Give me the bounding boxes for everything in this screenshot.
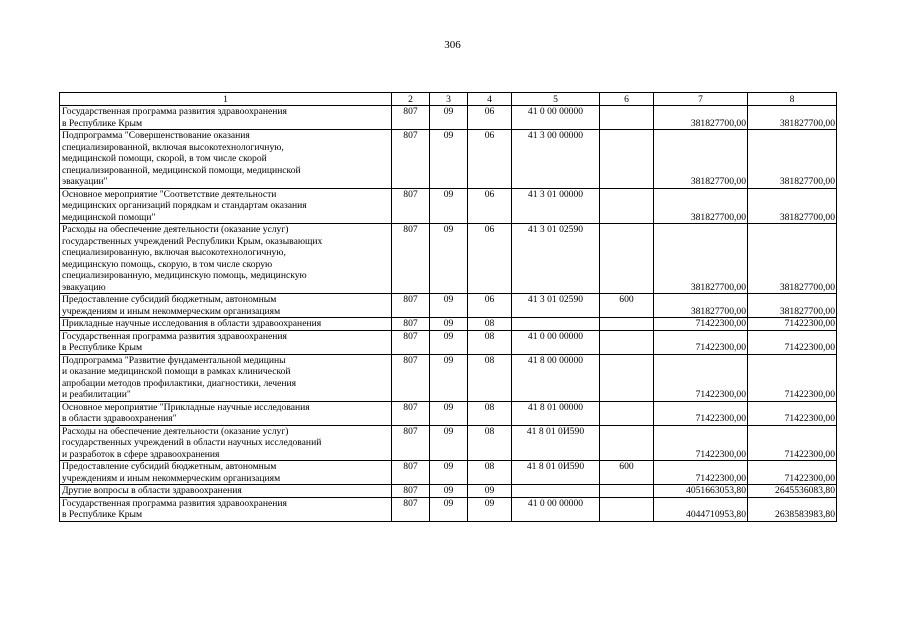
section-cell: 09	[430, 461, 468, 485]
ministry-code-cell: 807	[392, 330, 430, 354]
amount-col7-cell: 4044710953,80	[654, 497, 748, 521]
ministry-code-cell: 807	[392, 318, 430, 331]
amount-col7-cell: 71422300,00	[654, 330, 748, 354]
target-article-cell: 41 3 00 00000	[512, 130, 600, 189]
expense-type-cell	[600, 354, 654, 401]
target-article-cell	[512, 485, 600, 498]
table-row	[60, 294, 837, 318]
expense-type-cell	[600, 106, 654, 130]
target-article-cell: 41 8 01 0И590	[512, 461, 600, 485]
target-article-cell: 41 3 01 02590	[512, 294, 600, 318]
column-header: 7	[654, 93, 748, 106]
amount-col7-cell: 381827700,00	[654, 188, 748, 224]
section-cell: 09	[430, 188, 468, 224]
section-cell: 09	[430, 497, 468, 521]
amount-col8-cell: 71422300,00	[748, 401, 837, 425]
section-cell: 09	[430, 354, 468, 401]
page-number: 306	[444, 39, 461, 51]
subsection-cell: 06	[468, 294, 512, 318]
amount-col7-cell: 71422300,00	[654, 354, 748, 401]
target-article-cell: 41 8 00 00000	[512, 354, 600, 401]
expense-type-cell	[600, 401, 654, 425]
target-article-cell: 41 0 00 00000	[512, 330, 600, 354]
subsection-cell: 08	[468, 425, 512, 461]
subsection-cell: 08	[468, 318, 512, 331]
amount-col8-cell: 381827700,00	[748, 294, 837, 318]
amount-col7-cell: 71422300,00	[654, 461, 748, 485]
ministry-code-cell: 807	[392, 224, 430, 294]
section-cell: 09	[430, 401, 468, 425]
amount-col7-cell: 4051663053,80	[654, 485, 748, 498]
table-header-row	[60, 93, 837, 106]
subsection-cell: 08	[468, 330, 512, 354]
section-cell: 09	[430, 130, 468, 189]
section-cell: 09	[430, 318, 468, 331]
column-header: 5	[512, 93, 600, 106]
subsection-cell: 06	[468, 188, 512, 224]
section-cell: 09	[430, 485, 468, 498]
ministry-code-cell: 807	[392, 461, 430, 485]
column-header: 8	[748, 93, 837, 106]
amount-col7-cell: 381827700,00	[654, 130, 748, 189]
column-header: 4	[468, 93, 512, 106]
target-article-cell: 41 8 01 0И590	[512, 425, 600, 461]
amount-col8-cell: 71422300,00	[748, 318, 837, 331]
section-cell: 09	[430, 224, 468, 294]
target-article-cell	[512, 318, 600, 331]
amount-col8-cell: 71422300,00	[748, 425, 837, 461]
expense-type-cell	[600, 425, 654, 461]
item-name-cell: Расходы на обеспечение деятельности (оказание услуг) государственных учреждений в области научных исследований и разработок в сфере здравоохранения	[60, 425, 392, 461]
ministry-code-cell: 807	[392, 130, 430, 189]
item-name-cell: Расходы на обеспечение деятельности (оказание услуг) государственных учреждений Республики Крым, оказывающих специализированную, включая высокотехнологичную, медицинскую помощь, скорую, в том числе скорую специализированную, медицинскую помощь, медицинскую эвакуацию	[60, 224, 392, 294]
subsection-cell: 08	[468, 461, 512, 485]
expense-type-cell	[600, 224, 654, 294]
table-row	[60, 130, 837, 189]
item-name-cell: Подпрограмма "Развитие фундаментальной медицины и оказание медицинской помощи в рамках клинической апробации методов профилактики, диагностики, лечения и реабилитации"	[60, 354, 392, 401]
amount-col8-cell: 71422300,00	[748, 330, 837, 354]
ministry-code-cell: 807	[392, 401, 430, 425]
expense-type-cell	[600, 130, 654, 189]
target-article-cell: 41 0 00 00000	[512, 497, 600, 521]
expense-type-cell	[600, 485, 654, 498]
item-name-cell: Предоставление субсидий бюджетным, автономным учреждениям и иным некоммерческим организациям	[60, 461, 392, 485]
expense-type-cell	[600, 497, 654, 521]
amount-col8-cell: 381827700,00	[748, 188, 837, 224]
amount-col7-cell: 71422300,00	[654, 318, 748, 331]
subsection-cell: 08	[468, 401, 512, 425]
target-article-cell: 41 3 01 02590	[512, 224, 600, 294]
subsection-cell: 06	[468, 130, 512, 189]
table-row	[60, 497, 837, 521]
table-row	[60, 401, 837, 425]
amount-col8-cell: 71422300,00	[748, 461, 837, 485]
amount-col7-cell: 71422300,00	[654, 425, 748, 461]
amount-col8-cell: 2645536083,80	[748, 485, 837, 498]
item-name-cell: Прикладные научные исследования в области здравоохранения	[60, 318, 392, 331]
amount-col8-cell: 71422300,00	[748, 354, 837, 401]
subsection-cell: 06	[468, 224, 512, 294]
amount-col8-cell: 381827700,00	[748, 224, 837, 294]
section-cell: 09	[430, 330, 468, 354]
table-row	[60, 330, 837, 354]
item-name-cell: Подпрограмма "Совершенствование оказания специализированной, включая высокотехнологичную, медицинской помощи, скорой, в том числе скорой специализированной, медицинской помощи, медицинской эвакуации"	[60, 130, 392, 189]
table-row	[60, 425, 837, 461]
expense-type-cell: 600	[600, 461, 654, 485]
column-header: 6	[600, 93, 654, 106]
item-name-cell: Основное мероприятие "Соответствие деятельности медицинских организаций порядкам и стандартам оказания медицинской помощи"	[60, 188, 392, 224]
amount-col7-cell: 381827700,00	[654, 224, 748, 294]
item-name-cell: Основное мероприятие "Прикладные научные исследования в области здравоохранения"	[60, 401, 392, 425]
target-article-cell: 41 8 01 00000	[512, 401, 600, 425]
budget-table	[59, 92, 837, 522]
table-row	[60, 461, 837, 485]
section-cell: 09	[430, 106, 468, 130]
item-name-cell: Государственная программа развития здравоохранения в Республике Крым	[60, 330, 392, 354]
target-article-cell: 41 3 01 00000	[512, 188, 600, 224]
section-cell: 09	[430, 425, 468, 461]
item-name-cell: Государственная программа развития здравоохранения в Республике Крым	[60, 497, 392, 521]
ministry-code-cell: 807	[392, 294, 430, 318]
ministry-code-cell: 807	[392, 188, 430, 224]
ministry-code-cell: 807	[392, 106, 430, 130]
item-name-cell: Другие вопросы в области здравоохранения	[60, 485, 392, 498]
section-cell: 09	[430, 294, 468, 318]
target-article-cell: 41 0 00 00000	[512, 106, 600, 130]
amount-col7-cell: 381827700,00	[654, 106, 748, 130]
table-row	[60, 485, 837, 498]
subsection-cell: 09	[468, 485, 512, 498]
amount-col7-cell: 71422300,00	[654, 401, 748, 425]
column-header: 1	[60, 93, 392, 106]
table-row	[60, 354, 837, 401]
table-row	[60, 106, 837, 130]
ministry-code-cell: 807	[392, 485, 430, 498]
subsection-cell: 08	[468, 354, 512, 401]
expense-type-cell	[600, 330, 654, 354]
table-row	[60, 188, 837, 224]
column-header: 2	[392, 93, 430, 106]
ministry-code-cell: 807	[392, 497, 430, 521]
expense-type-cell: 600	[600, 294, 654, 318]
ministry-code-cell: 807	[392, 354, 430, 401]
table-row	[60, 224, 837, 294]
table-row	[60, 318, 837, 331]
amount-col7-cell: 381827700,00	[654, 294, 748, 318]
subsection-cell: 06	[468, 106, 512, 130]
amount-col8-cell: 381827700,00	[748, 130, 837, 189]
item-name-cell: Государственная программа развития здравоохранения в Республике Крым	[60, 106, 392, 130]
expense-type-cell	[600, 188, 654, 224]
amount-col8-cell: 2638583983,80	[748, 497, 837, 521]
subsection-cell: 09	[468, 497, 512, 521]
table-body	[60, 106, 837, 522]
amount-col8-cell: 381827700,00	[748, 106, 837, 130]
expense-type-cell	[600, 318, 654, 331]
column-header: 3	[430, 93, 468, 106]
item-name-cell: Предоставление субсидий бюджетным, автономным учреждениям и иным некоммерческим организациям	[60, 294, 392, 318]
ministry-code-cell: 807	[392, 425, 430, 461]
